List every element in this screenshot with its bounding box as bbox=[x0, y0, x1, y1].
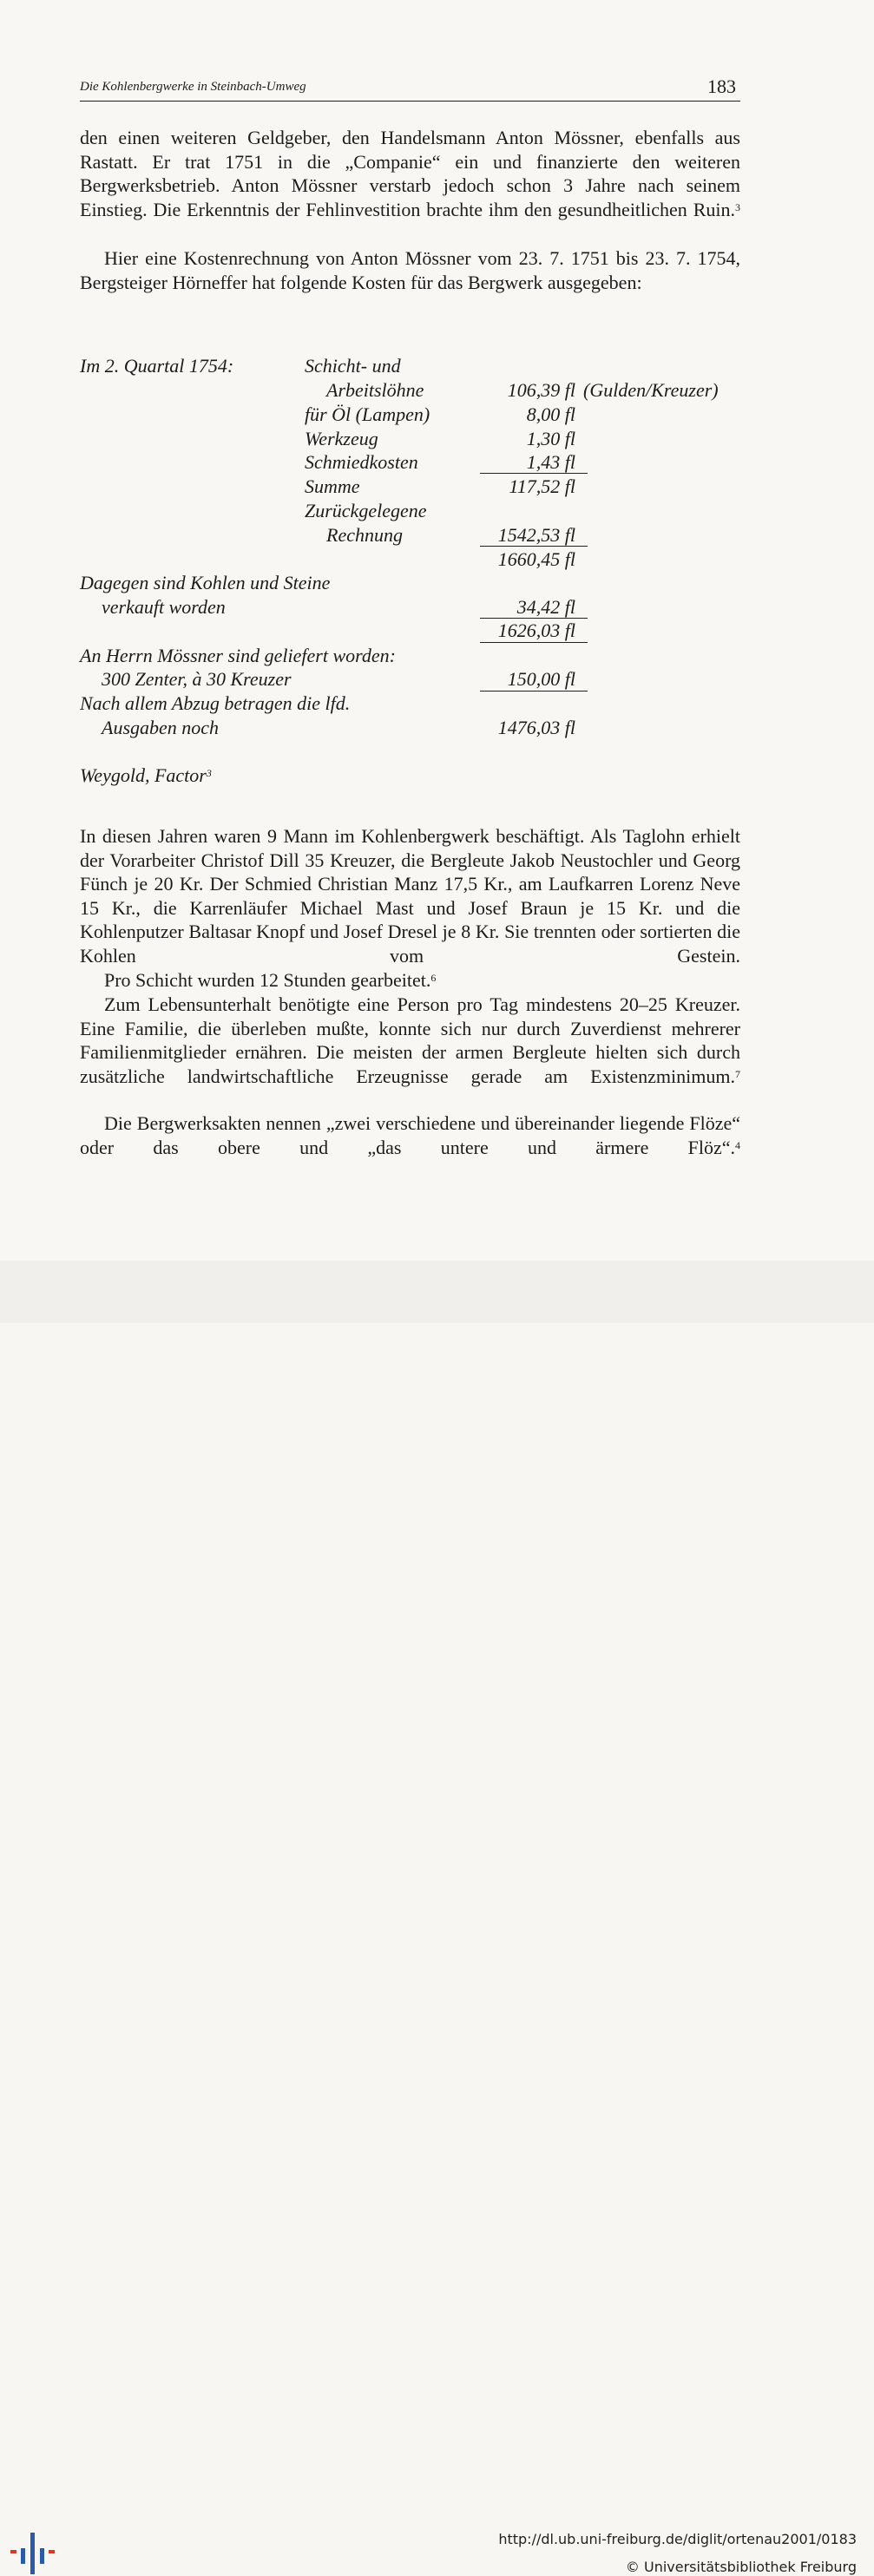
account-amount: 1660,45 fl bbox=[497, 548, 575, 570]
account-label: Nach allem Abzug betragen die lfd. bbox=[80, 692, 351, 714]
account-amount: 1626,03 fl bbox=[497, 619, 575, 641]
account-currency-note: (Gulden/Kreuzer) bbox=[583, 379, 719, 401]
paragraph-5: Zum Lebensunterhalt benötigte eine Person pro Tag mindestens 20–25 Kreuzer. Eine Familie, die überleben mußte, konnte sich nur durch Zuverdienst mehrerer Familienmitglieder ernähren. Die meisten der armen Bergleute hielten sich durch zusätzliche landwirtschaftliche Erzeugnisse gerade am Existenzminimum.$^7$ bbox=[80, 993, 740, 1087]
footnote-ref: 7 bbox=[735, 1067, 740, 1080]
book-page bbox=[0, 0, 874, 1261]
footnote-ref: 6 bbox=[430, 972, 437, 984]
footnote-ref: 3 bbox=[735, 200, 740, 213]
footnote-ref: 3 bbox=[206, 767, 212, 779]
account-label: 300 Zenter, à 30 Kreuzer bbox=[102, 668, 292, 690]
account-label: Rechnung bbox=[326, 524, 403, 546]
account-label: verkauft worden bbox=[102, 596, 226, 618]
viewer-footer bbox=[0, 1261, 874, 2575]
account-amount: 106,39 fl bbox=[507, 379, 575, 401]
sum-rule bbox=[480, 642, 588, 643]
account-label: Summe bbox=[305, 475, 360, 497]
account-label: Werkzeug bbox=[305, 428, 378, 449]
account-label: Dagegen sind Kohlen und Steine bbox=[80, 572, 331, 593]
page-number: 183 bbox=[707, 75, 736, 97]
account-amount: 34,42 fl bbox=[516, 596, 575, 618]
account-label: An Herrn Mössner sind geliefert worden: bbox=[80, 645, 396, 666]
account-quarter: Im 2. Quartal 1754: bbox=[80, 355, 234, 377]
account-amount: 1476,03 fl bbox=[497, 717, 575, 738]
header-rule bbox=[80, 101, 740, 102]
account-amount: 150,00 fl bbox=[507, 668, 575, 690]
paragraph-1: den einen weiteren Geldgeber, den Handelsmann Anton Mössner, ebenfalls aus Rastatt. Er trat 1751 in die „Companie“ ein und finanzierte den weiteren Bergwerksbetrieb. Anton Mössner verstarb jedoch schon 3 Jahre nach seinem Einstieg. Die Erkenntnis der Fehlinvestition brachte ihm den gesundheitlichen Ruin.$^3$ bbox=[80, 127, 740, 220]
paragraph-6: Die Bergwerksakten nennen „zwei verschiedene und übereinander liegende Flöze“ oder das obere und „das untere und ärmere Flöz“.$^4$ bbox=[80, 1112, 740, 1158]
account-amount: 117,52 fl bbox=[509, 475, 575, 497]
account-amount: 1542,53 fl bbox=[497, 524, 575, 546]
account-label: Ausgaben noch bbox=[102, 717, 220, 738]
permalink-url[interactable]: http://dl.ub.uni-freiburg.de/diglit/ortenau2001/0183 bbox=[498, 2531, 857, 2547]
account-label: Schicht- und bbox=[305, 355, 401, 377]
sum-rule bbox=[480, 691, 588, 692]
footnote-ref: 4 bbox=[735, 1138, 740, 1151]
sum-rule bbox=[480, 473, 588, 474]
account-amount: 8,00 fl bbox=[526, 403, 575, 425]
account-amount: 1,43 fl bbox=[526, 451, 575, 473]
account-signature: Weygold, Factor$^3$ bbox=[80, 764, 212, 786]
account-label: Zurückgelegene bbox=[305, 500, 427, 521]
paragraph-2: Hier eine Kostenrechnung von Anton Mössner vom 23. 7. 1751 bis 23. 7. 1754, Bergsteiger Hörneffer hat folgende Kosten für das Bergwerk ausgegeben: bbox=[80, 247, 740, 293]
sum-rule bbox=[480, 546, 588, 547]
copyright-notice: © Universitätsbibliothek Freiburg bbox=[625, 2559, 857, 2575]
running-header-title: Die Kohlenbergwerke in Steinbach-Umweg bbox=[80, 80, 306, 94]
account-label: Schmiedkosten bbox=[305, 451, 418, 473]
library-logo-icon bbox=[10, 2529, 56, 2576]
account-label: Arbeitslöhne bbox=[326, 379, 424, 401]
account-label: für Öl (Lampen) bbox=[305, 403, 430, 425]
paragraph-3: In diesen Jahren waren 9 Mann im Kohlenbergwerk beschäftigt. Als Taglohn erhielt der Vorarbeiter Christof Dill 35 Kreuzer, die Bergleute Jakob Neustochler und Georg Fünch je 20 Kr. Der Schmied Christian Manz 17,5 Kr., am Laufkarren Lorenz Neve 15 Kr., die Karrenläufer Michael Mast und Josef Braun je 15 Kr. und die Kohlenputzer Baltasar Knopf und Josef Dresel je 8 Kr. Sie trennten oder sortierten die Kohlen vom Gestein. bbox=[80, 825, 740, 967]
paragraph-4: Pro Schicht wurden 12 Stunden gearbeitet.$^6$ bbox=[104, 969, 437, 991]
account-amount: 1,30 fl bbox=[526, 428, 575, 449]
